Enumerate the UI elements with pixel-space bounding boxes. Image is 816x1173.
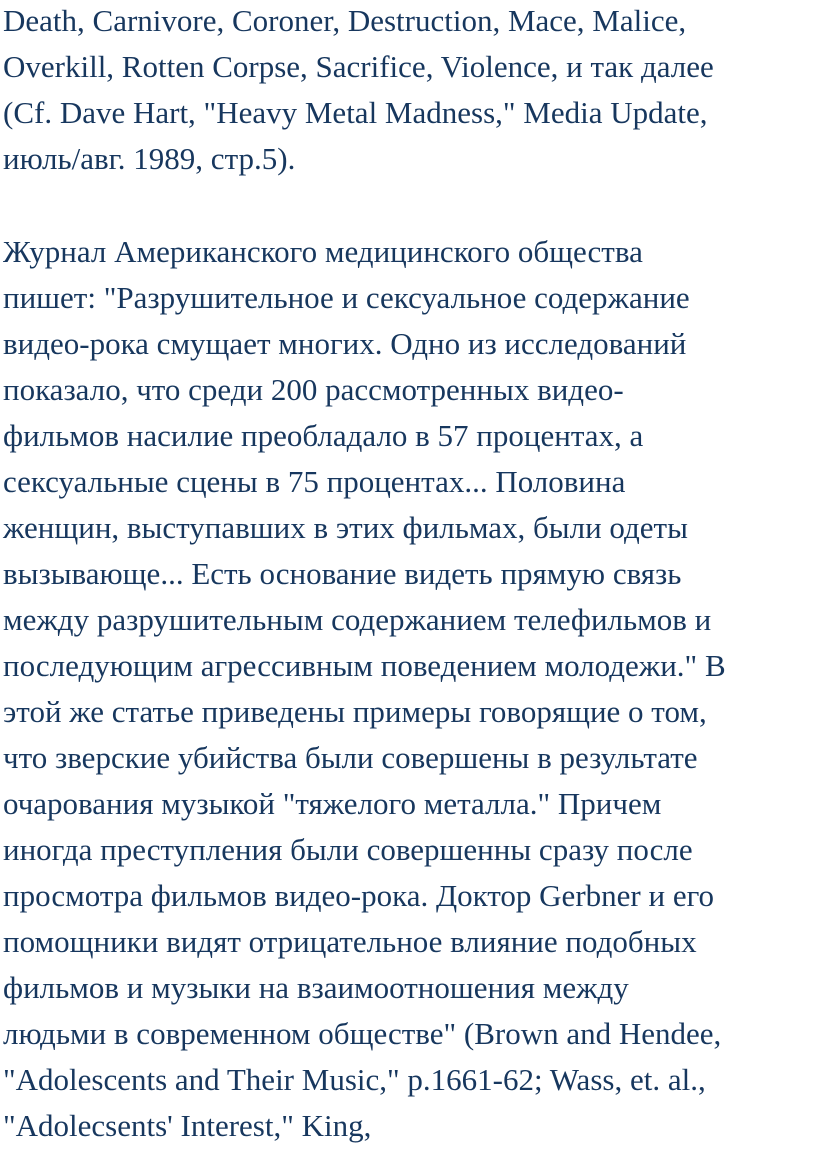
text-line: что зверские убийства были совершены в результате (3, 740, 698, 775)
text-line: вызывающе... Есть основание видеть прямую связь (3, 556, 682, 591)
text-line: помощники видят отрицательное влияние подобных (3, 924, 697, 959)
text-line: "Adolescents and Their Music," p.1661-62; Wass, et. al., (3, 1062, 706, 1097)
text-line: женщин, выступавших в этих фильмах, были одеты (3, 510, 688, 545)
text-line: между разрушительным содержанием телефильмов и (3, 602, 712, 637)
text-line: очарования музыкой "тяжелого металла." Причем (3, 786, 662, 821)
text-line: "Adolecsents' Interest," King, (3, 1108, 372, 1143)
text-line: фильмов и музыки на взаимоотношения между (3, 970, 629, 1005)
text-line: людьми в современном обществе" (Brown and Hendee, (3, 1016, 722, 1051)
text-line: июль/авг. 1989, стр.5). (3, 141, 296, 176)
text-line: (Cf. Dave Hart, "Heavy Metal Madness," Media Update, (3, 95, 708, 130)
text-line: видео-рока смущает многих. Одно из исследований (3, 326, 687, 361)
text-line: последующим агрессивным поведением молодежи." В (3, 648, 726, 683)
text-line: показало, что среди 200 рассмотренных видео- (3, 372, 624, 407)
text-line: Death, Carnivore, Coroner, Destruction, Mace, Malice, (3, 3, 687, 38)
text-line: просмотра фильмов видео-рока. Доктор Gerbner и его (3, 878, 715, 913)
text-line: иногда преступления были совершенны сразу после (3, 832, 693, 867)
text-line: этой же статье приведены примеры говорящие о том, (3, 694, 707, 729)
text-line: сексуальные сцены в 75 процентах... Половина (3, 464, 626, 499)
text-line: Журнал Американского медицинского общества (3, 234, 643, 269)
text-line: фильмов насилие преобладало в 57 процентах, а (3, 418, 644, 453)
text-line: пишет: "Разрушительное и сексуальное содержание (3, 280, 690, 315)
text-line: Overkill, Rotten Corpse, Sacrifice, Violence, и так далее (3, 49, 714, 84)
